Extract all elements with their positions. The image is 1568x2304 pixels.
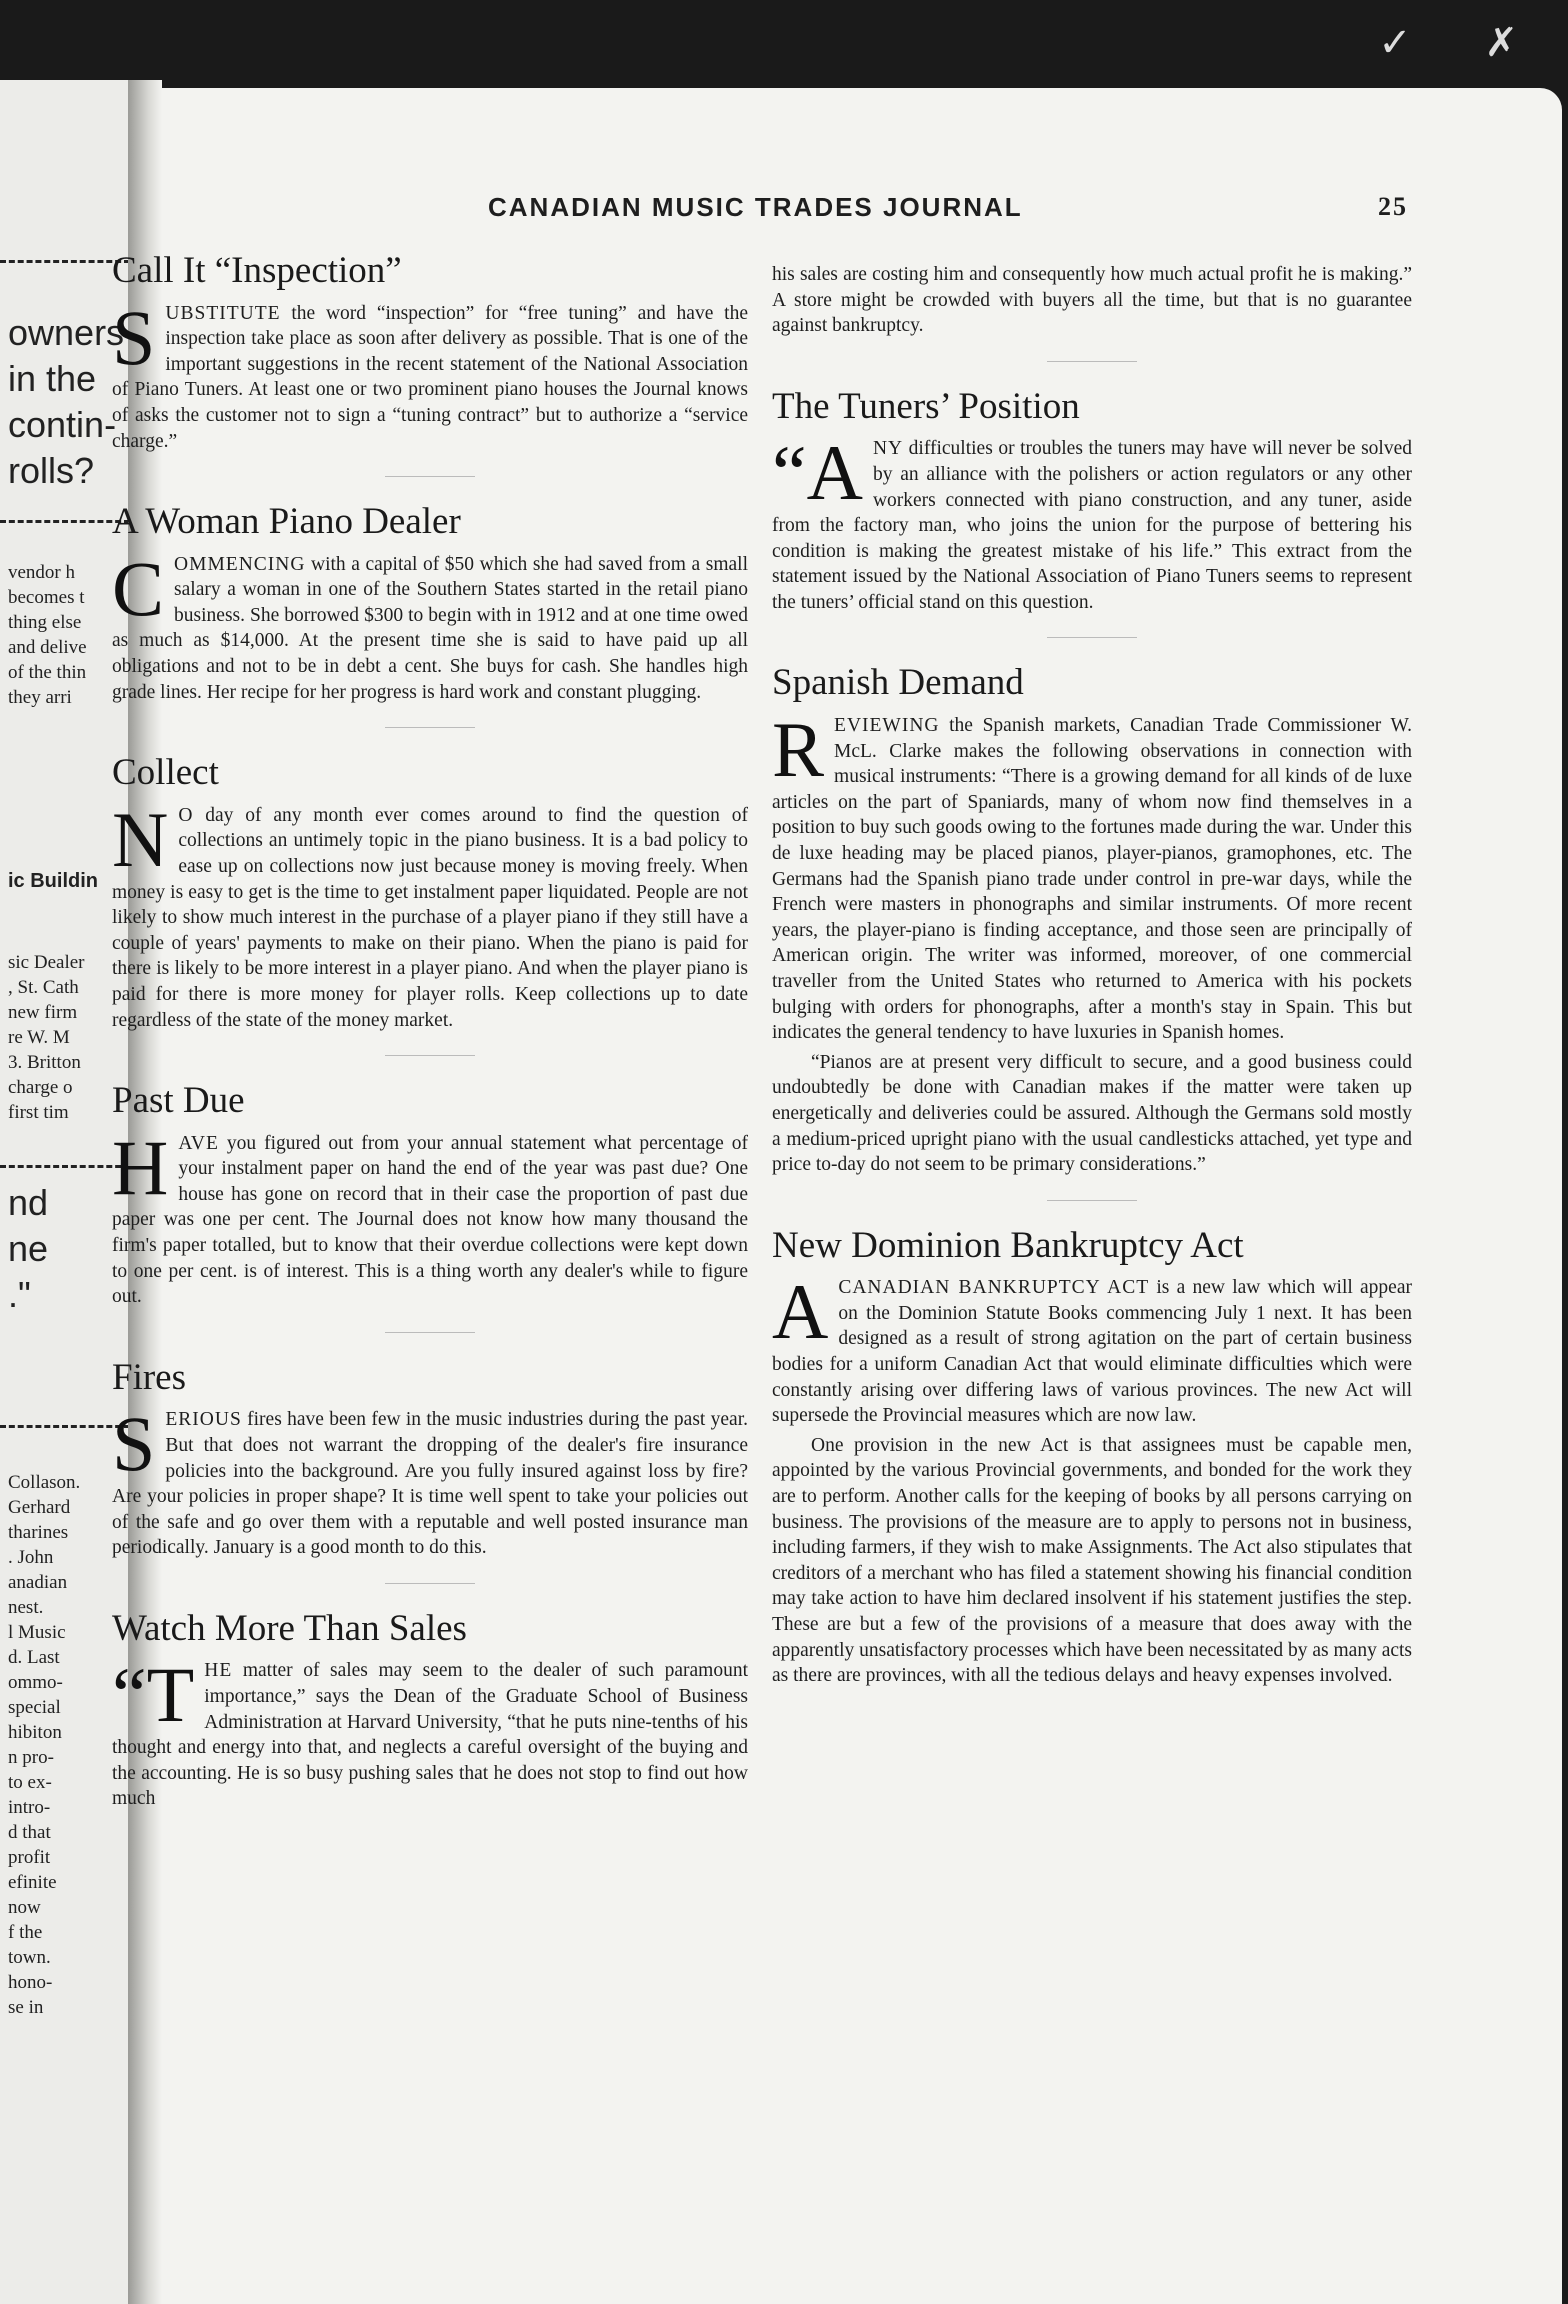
article-body: the word “inspection” for “free tuning” and have the inspection take place as soon after delivery as possible. That is one of the important suggestions in the recent statement of the National Association of Piano Tuners. At least one or two prominent piano houses the Journal knows of asks the customer not to sign a “tuning contract” but to authorize a “service charge.” — [112, 302, 748, 452]
drop-cap: C — [112, 544, 165, 632]
journal-title: CANADIAN MUSIC TRADES JOURNAL — [488, 192, 1023, 222]
article-title: Collect — [112, 752, 219, 794]
left-page-para: sic Dealer , St. Cath new firm re W. M 3. Britton charge o first tim — [8, 952, 85, 1123]
article-title: Fires — [112, 1356, 186, 1398]
heading-line: owners — [8, 312, 125, 353]
left-page-subhead: ic Buildin — [8, 870, 98, 892]
article-body: is a new law which will appear on the Dominion Statute Books commencing July 1 next. It has been designed as a result of strong agitation on the part of certain business bodies for a uniform Canadian Act that would eliminate difficulties which were constantly arising over differing laws of various provinces. The new Act will supersede the Provincial measures which are now law. — [772, 1277, 1412, 1427]
section-rule — [1047, 361, 1137, 362]
article-spanish-demand: Spanish Demand REVIEWING the Spanish markets, Canadian Trade Commissioner W. McL. Clarke makes the following observations in connection with musical instruments: “There is a growing demand for all kinds of de luxe articles on the part of Spaniards, many of whom now find themselves in a position to buy such goods owing to the fortunes made during the war. Under this de luxe heading may be placed pianos, player-pianos, gramophones, etc. The Germans had the Spanish piano trade under control in pre-war days, while the French were masters in phonographs and similar instruments. Of more recent years, the player-piano is finding acceptance, and those seen are principally of American origin. The writer was informed, moreover, of one commercial traveller from the United States who returned to America with his pockets bulging with orders for phonographs, after a month's stay in Spain. This but indicates the general tendency to have luxuries in Spanish homes. “Pianos are at present very difficult to secure, and a good business could undoubtedly be done with Canadian makes if the matter were taken up energetically and deliveries could be assured. Although the Germans sold mostly a medium-priced upright piano with the usual candlesticks attached, yet type and price to-day do not seem to be primary considerations.” — [772, 662, 1412, 1177]
article-title: New Dominion Bankruptcy Act — [772, 1224, 1244, 1266]
box-border-top — [0, 1165, 130, 1168]
divider-rule — [0, 260, 130, 263]
article-fires: Fires SERIOUS fires have been few in the music industries during the past year. But that does not warrant the dropping of the dealer's fire insurance policies into the background. Are you fully insured against loss by fire? Are your policies in proper shape? It is time well spent to take your policies out of the safe and go over them with a reputable and well posted insurance man periodically. January is a good month to do this. — [112, 1356, 748, 1559]
article-body: the Spanish markets, Canadian Trade Commissioner W. McL. Clarke makes the following observations in connection with musical instruments: “There is a growing demand for all kinds of de luxe articles on the part of Spaniards, many of whom now find themselves in a position to buy such goods owing to the fortunes made during the war. Under this de luxe heading may be placed pianos, player-pianos, gramophones, etc. The Germans had the Spanish piano trade under control in pre-war days, while the French were masters in phonographs and similar instruments. Of more recent years, the player-piano is finding acceptance, and those seen are principally of American origin. The writer was informed, moreover, of one commercial traveller from the United States who returned to America with his pockets bulging with orders for phonographs, after a month's stay in Spain. This but indicates the general tendency to have luxuries in Spanish homes. — [772, 715, 1412, 1044]
article-continuation: his sales are costing him and consequently how much actual profit he is making.” A store might be crowded with buyers all the time, but that is no guarantee against bankruptcy. — [772, 264, 1412, 337]
article-past-due: Past Due HAVE you figured out from your annual statement what percentage of your instalment paper on hand the end of the year was past due? One house has gone on record that in their case the proportion of past due paper was one per cent. The Journal does not know how many thousand the firm's paper totalled, but to know that their overdue collections were kept down to one per cent. is of interest. This is a thing worth any dealer's while to figure out. — [112, 1080, 748, 1308]
article-body: day of any month ever comes around to find the question of collections an untimely topic in the piano business. It is a bad policy to ease up on collections now just because money is moving freely. When money is easy to get is the time to get instalment paper liquidated. People are not likely to show much interest in the purchase of a player piano if they still have a couple of years' payments to make on their piano. When the piano is paid for there is likely to be more interest in a player piano. And when the player piano is paid for there is more money for player rolls. Keep collections up to date regardless of the state of the money market. — [112, 804, 748, 1031]
heading-line: rolls? — [8, 450, 95, 491]
drop-cap: H — [112, 1123, 169, 1211]
heading-line: contin- — [8, 404, 117, 445]
article-title: Spanish Demand — [772, 662, 1024, 704]
left-page-heading — [8, 310, 124, 494]
article-inspection: Call It “Inspection” SUBSTITUTE the word “inspection” for “free tuning” and have the inspection take place as soon after delivery as possible. That is one of the important suggestions in the recent statement of the National Association of Piano Tuners. At least one or two prominent piano houses the Journal knows of asks the customer not to sign a “tuning contract” but to authorize a “service charge.” — [112, 250, 748, 452]
article-title: The Tuners’ Position — [772, 385, 1080, 427]
article-title: A Woman Piano Dealer — [112, 501, 461, 543]
drop-cap: S — [112, 293, 156, 381]
section-rule — [385, 1055, 475, 1056]
article-woman-dealer: A Woman Piano Dealer COMMENCING with a capital of $50 which she had saved from a small salary a woman in one of the Southern States started in the retail piano business. She borrowed $300 to begin with in 1912 and at one time owed as much as $14,000. At the present time she is said to have paid up all obligations and not to be in debt a cent. She buys for cash. She handles high grade lines. Her recipe for her progress is hard work and constant plugging. — [112, 501, 748, 703]
article-body: matter of sales may seem to the dealer of such paramount importance,” says the Dean of the Graduate School of Business Administration at Harvard University, “that he puts nine-tenths of his thought and energy into that, and neglects a careful oversight of the buying and the accounting. He is so busy pushing sales that he does not stop to find out how much — [112, 1660, 748, 1810]
section-rule — [385, 727, 475, 728]
article-body: you figured out from your annual statement what percentage of your instalment paper on hand the end of the year was past due? One house has gone on record that in their case the proportion of past due paper was one per cent. The Journal does not know how many thousand the firm's paper totalled, but to know that their overdue collections were kept down to one per cent. is of interest. This is a thing worth any dealer's while to figure out. — [112, 1132, 748, 1308]
drop-cap: “T — [112, 1651, 195, 1739]
article-bankruptcy-act: New Dominion Bankruptcy Act ACANADIAN BANKRUPTCY ACT is a new law which will appear on the Dominion Statute Books commencing July 1 next. It has been designed as a result of strong agitation on the part of certain business bodies for a uniform Canadian Act that would eliminate difficulties which were constantly arising over differing laws of various provinces. The new Act will supersede the Provincial measures which are now law. One provision in the new Act is that assignees must be capable men, appointed by the various Provincial governments, and bonded for the work they are to perform. Another calls for the keeping of books by all persons carrying on business. The provisions of the measure are to apply to persons not in business, including farmers, if they wish to make Assignments. The Act also stipulates that creditors of a merchant who has filed a statement showing his financial condition may take action to have him declared insolvent if his statement justifies the step. These are but a few of the provisions of a measure that does away with the apparently unsatisfactory processes which have been necessitated by as many acts as there are provinces, with all the tedious delays and heavy expenses involved. — [772, 1225, 1412, 1689]
article-title: Watch More Than Sales — [112, 1607, 467, 1649]
drop-cap: N — [112, 795, 169, 883]
article-title: Past Due — [112, 1080, 245, 1122]
pencil-marks: ✓ ✗ — [1378, 20, 1548, 66]
article-tuners-position: The Tuners’ Position “ANY difficulties or troubles the tuners may have will never be solved by an alliance with the polishers or action regulators or any other workers connected with piano construction, and any tuner, aside from the factory man, who joins the union for the purpose of bettering his condition is making the greatest mistake of his life.” This extract from the statement issued by the National Association of Piano Tuners seems to represent the tuners’ official stand on this question. — [772, 385, 1412, 613]
drop-cap: “A — [772, 429, 863, 517]
drop-cap: R — [772, 706, 825, 794]
section-rule — [385, 1583, 475, 1584]
section-rule — [1047, 637, 1137, 638]
column-right — [772, 262, 1412, 1689]
box-border-bottom — [0, 1425, 130, 1428]
page-number: 25 — [1378, 192, 1408, 221]
running-header — [488, 192, 1408, 223]
article-watch-sales: Watch More Than Sales “THE matter of sales may seem to the dealer of such paramount importance,” says the Dean of the Graduate School of Business Administration at Harvard University, “that he puts nine-tenths of his thought and energy into that, and neglects a careful oversight of the buying and the accounting. He is so busy pushing sales that he does not stop to find out how much — [112, 1607, 748, 1810]
drop-cap: A — [772, 1268, 829, 1356]
article-title: Call It “Inspection” — [112, 250, 402, 291]
column-left — [112, 250, 748, 1812]
article-body: with a capital of $50 which she had saved from a small salary a woman in one of the Southern States started in the retail piano business. She borrowed $300 to begin with in 1912 and at one time owed as much as $14,000. At the present time she is said to have paid up all obligations and not to be in debt a cent. She buys for cash. She handles high grade lines. Her recipe for her progress is hard work and constant plugging. — [112, 553, 748, 703]
article-collect: Collect N O day of any month ever comes around to find the question of collections an untimely topic in the piano business. It is a bad policy to ease up on collections now just because money is moving freely. When money is easy to get is the time to get instalment paper liquidated. People are not likely to show much interest in the purchase of a player piano if they still have a couple of years' payments to make on their piano. When the piano is paid for there is likely to be more interest in a player piano. And when the player piano is paid for there is more money for player rolls. Keep collections up to date regardless of the state of the money market. — [112, 752, 748, 1031]
left-page-box: nd ne ." — [8, 1182, 49, 1315]
divider-rule — [0, 520, 130, 523]
article-body: “Pianos are at present very difficult to secure, and a good business could undoubtedly be done with Canadian makes if the matter were taken up energetically and deliveries could be assured. Although the Germans sold mostly a medium-priced upright piano with the usual candlesticks attached, yet type and price to-day do not seem to be primary considerations.” — [772, 1051, 1412, 1176]
article-body: fires have been few in the music industries during the past year. But that does not warrant the dropping of the dealer's fire insurance policies into the background. Are you fully insured against loss by fire? Are your policies in proper shape? It is time well spent to take your policies out of the safe and go over them with a reputable and well posted insurance man periodically. January is a good month to do this. — [112, 1409, 748, 1559]
section-rule — [385, 476, 475, 477]
left-page-para: Collason. Gerhard tharines . John anadian nest. l Music d. Last ommo- special hibiton n pro- to ex- intro- d that profit efinite now f the town. hono- se in — [8, 1472, 81, 2018]
drop-cap: S — [112, 1400, 156, 1488]
section-rule — [1047, 1200, 1137, 1201]
heading-line: in the — [8, 358, 97, 399]
left-page-para: vendor h becomes t thing else and delive of the thin they arri — [8, 562, 87, 708]
article-body: One provision in the new Act is that assignees must be capable men, appointed by the various Provincial governments, and bonded for the work they are to perform. Another calls for the keeping of books by all persons carrying on business. The provisions of the measure are to apply to persons not in business, including farmers, if they wish to make Assignments. The Act also stipulates that creditors of a merchant who has filed a statement showing his financial condition may take action to have him declared insolvent if his statement justifies the step. These are but a few of the provisions of a measure that does away with the apparently unsatisfactory processes which have been necessitated by as many acts as there are provinces, with all the tedious delays and heavy expenses involved. — [772, 1434, 1413, 1687]
article-body: difficulties or troubles the tuners may have will never be solved by an alliance with the polishers or action regulators or any other workers connected with piano construction, and any tuner, aside from the factory man, who joins the union for the purpose of bettering his condition is making the greatest mistake of his life.” This extract from the statement issued by the National Association of Piano Tuners seems to represent the tuners’ official stand on this question. — [772, 438, 1412, 613]
section-rule — [385, 1332, 475, 1333]
